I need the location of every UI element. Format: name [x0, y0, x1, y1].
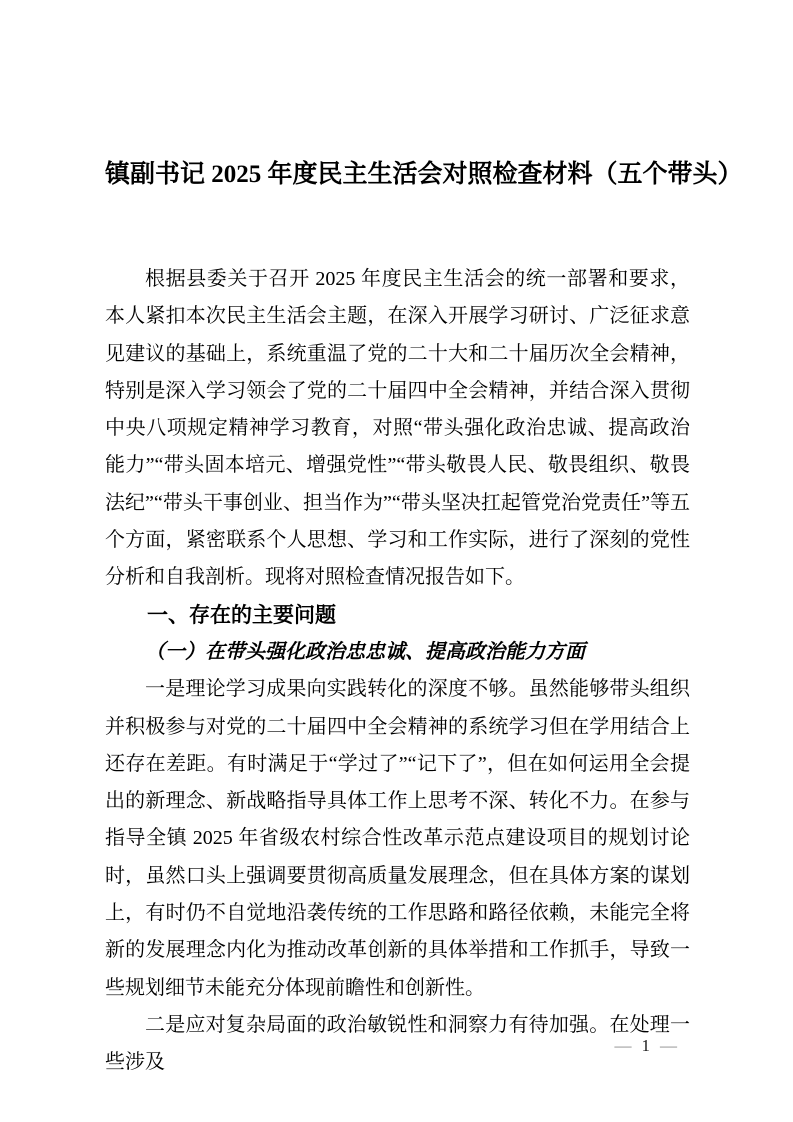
paragraph-intro: 根据县委关于召开 2025 年度民主生活会的统一部署和要求，本人紧扣本次民主生活会主题，在深入开展学习研讨、广泛征求意见建议的基础上，系统重温了党的二十大和二十届历次全会精神，特别是深入学习领会了党的二十届四中全会精神，并结合深入贯彻中央八项规定精神学习教育，对照“带头强化政治忠诚、提高政治能力”“带头固本培元、增强党性”“带头敬畏人民、敬畏组织、敬畏法纪”“带头干事创业、担当作为”“带头坚决扛起管党治党责任”等五个方面，紧密联系个人思想、学习和工作实际，进行了深刻的党性分析和自我剖析。现将对照检查情况报告如下。 [105, 268, 690, 589]
section-heading-main-problems: 一、存在的主要问题 [147, 603, 336, 627]
page-number: 1 [641, 1036, 650, 1055]
subsection-heading-political-loyalty: （一）在带头强化政治忠忠诚、提高政治能力方面 [145, 640, 585, 663]
paragraph-second-issue: 二是应对复杂局面的政治敏锐性和洞察力有待加强。在处理一些涉及 [105, 1013, 690, 1074]
paragraph-first-issue: 一是理论学习成果向实践转化的深度不够。虽然能够带头组织并积极参与对党的二十届四中全会精神的系统学习但在学用结合上还存在差距。有时满足于“学过了”“记下了”，但在如何运用全会提出的新理念、新战略指导具体工作上思考不深、转化不力。在参与指导全镇 2025 年省级农村综合性改革示范点建设项目的规划讨论时，虽然口头上强调要贯彻高质量发展理念，但在具体方案的谋划上，有时仍不自觉地沿袭传统的工作思路和路径依赖，未能完全将新的发展理念内化为推动改革创新的具体举措和工作抓手，导致一些规划细节未能充分体现前瞻性和创新性。 [105, 678, 690, 999]
footer-dash-left: — [614, 1036, 632, 1055]
document-title: 镇副书记 2025 年度民主生活会对照检查材料（五个带头） [105, 161, 743, 188]
page-footer [615, 1036, 678, 1056]
document-body [105, 261, 690, 1082]
footer-dash-right: — [660, 1036, 677, 1055]
